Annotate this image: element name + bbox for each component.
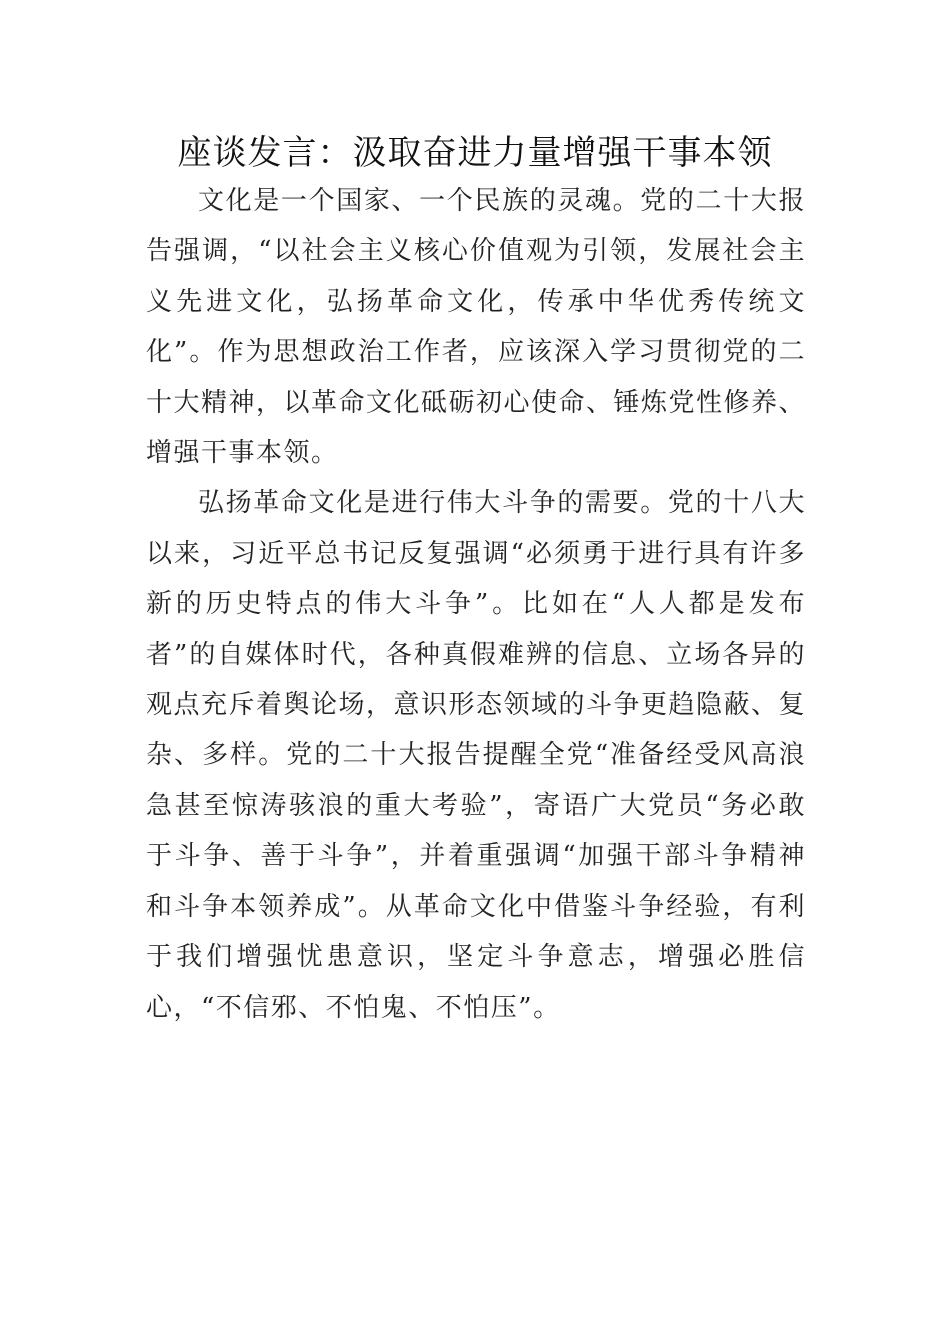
paragraph: 文化是一个国家、一个民族的灵魂。党的二十大报告强调，“以社会主义核心价值观为引领，发展社会主义先进文化，弘扬革命文化，传承中华优秀传统文化”。作为思想政治工作者，应该深入学习贯彻党的二十大精神，以革命文化砥砺初心使命、锤炼党性修养、增强干事本领。 (146, 186, 807, 469)
document-title: 座谈发言：汲取奋进力量增强干事本领 (177, 133, 773, 173)
paragraph: 弘扬革命文化是进行伟大斗争的需要。党的十八大以来，习近平总书记反复强调“必须勇于进行具有许多新的历史特点的伟大斗争”。比如在“人人都是发布者”的自媒体时代，各种真假难辨的信息、立场各异的观点充斥着舆论场，意识形态领域的斗争更趋隐蔽、复杂、多样。党的二十大报告提醒全党“准备经受风高浪急甚至惊涛骇浪的重大考验”，寄语广大党员“务必敢于斗争、善于斗争”，并着重强调“加强干部斗争精神和斗争本领养成”。从革命文化中借鉴斗争经验，有利于我们增强忧患意识，坚定斗争意志，增强必胜信心，“不信邪、不怕鬼、不怕压”。 (146, 488, 807, 1023)
document-body (146, 176, 806, 1033)
